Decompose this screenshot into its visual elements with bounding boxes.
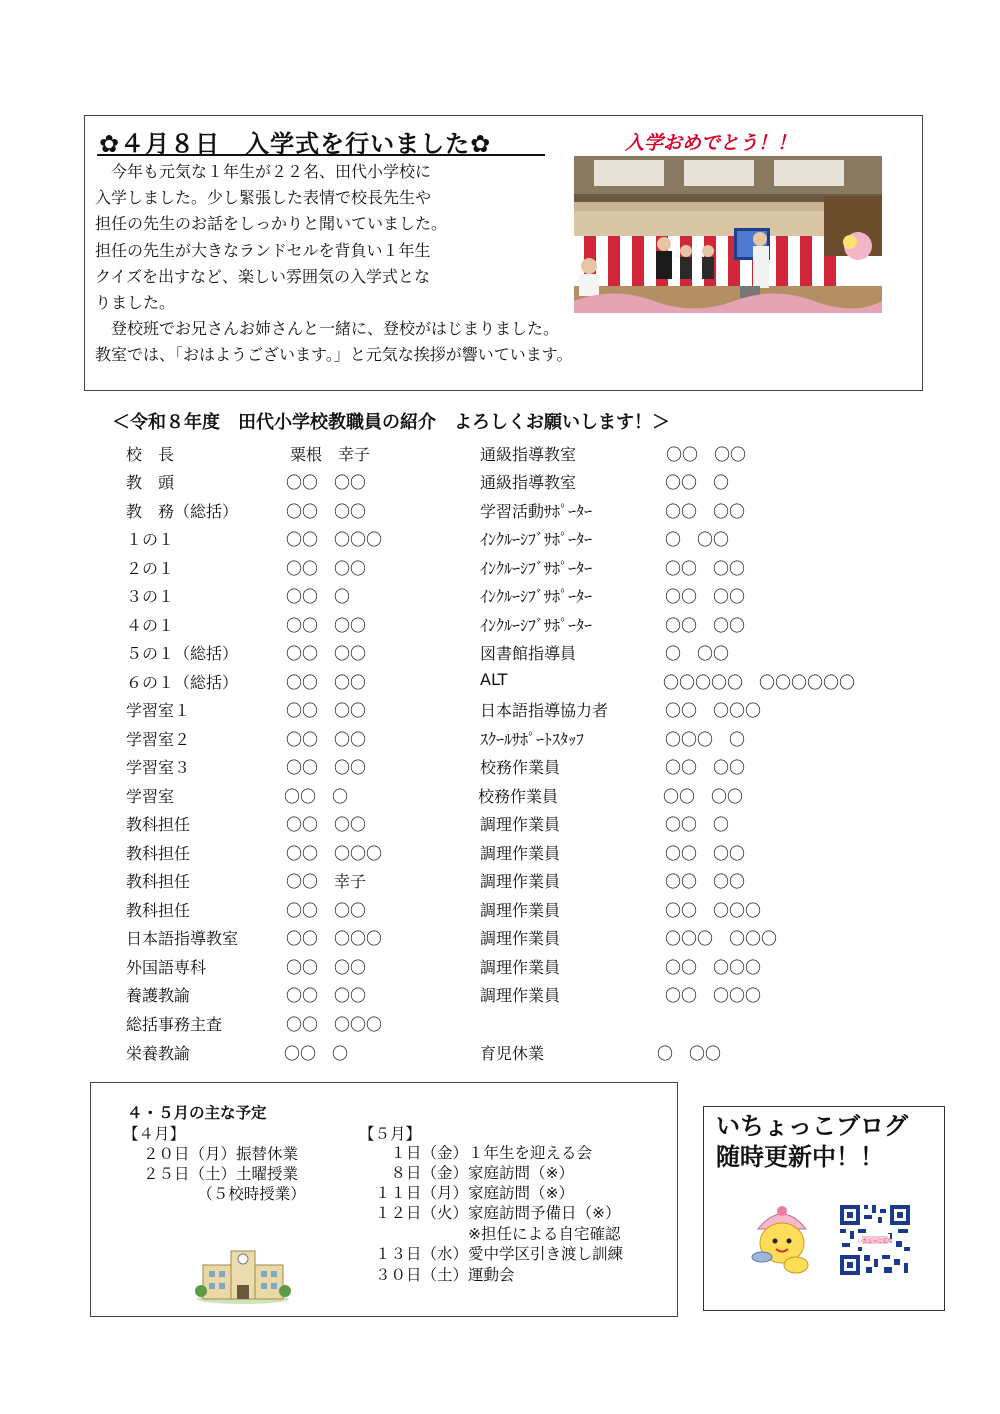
staff-role: 総括事務主査 — [126, 1015, 223, 1034]
staff-name: 〇〇 〇〇 — [286, 502, 367, 521]
staff-role: ｲﾝｸﾙｰｼﾌﾞｻﾎﾟｰﾀｰ — [480, 530, 593, 549]
staff-role: 日本語指導教室 — [126, 929, 239, 948]
staff-role: ４の１ — [126, 616, 175, 635]
staff-name: 〇〇 〇 — [665, 473, 730, 492]
staff-name: 〇〇 〇〇 — [286, 473, 367, 492]
staff-name: 〇〇 〇 — [286, 587, 351, 606]
staff-role: 学習室１ — [126, 701, 191, 720]
may-item: ３０日（土）運動会 — [375, 1266, 515, 1284]
staff-role: 学習室３ — [126, 758, 191, 777]
staff-name: 〇〇〇 〇 — [665, 730, 746, 749]
staff-name: 〇〇 〇〇 — [286, 901, 367, 920]
staff-role: ｲﾝｸﾙｰｼﾌﾞｻﾎﾟｰﾀｰ — [480, 587, 593, 606]
staff-name: 〇〇 〇〇 — [286, 644, 367, 663]
staff-name: 粟根 幸子 — [290, 445, 371, 464]
staff-name: 〇 〇〇 — [657, 1044, 722, 1063]
entrance-ceremony-article — [84, 115, 923, 391]
staff-role: 通級指導教室 — [480, 473, 577, 492]
ceremony-photo — [574, 156, 882, 313]
title-underline — [97, 154, 545, 156]
staff-name: 〇〇 〇〇 — [665, 587, 746, 606]
may-item: １日（金）１年生を迎える会 — [375, 1144, 593, 1162]
staff-role: 調理作業員 — [480, 872, 561, 891]
staff-role: 調理作業員 — [480, 844, 561, 863]
april-label: 【４月】 — [123, 1125, 186, 1143]
schedule-box — [90, 1082, 678, 1317]
staff-name: 〇〇 〇〇 — [286, 559, 367, 578]
staff-role: 教 務（総括） — [126, 502, 239, 521]
schedule-heading: ４・５月の主な予定 — [127, 1104, 267, 1122]
staff-role: 校務作業員 — [480, 758, 561, 777]
staff-name: 〇〇 〇〇〇 — [286, 844, 383, 863]
staff-name: 〇〇 〇〇 — [286, 815, 367, 834]
staff-role: 栄養教諭 — [126, 1044, 191, 1063]
staff-role: 調理作業員 — [480, 929, 561, 948]
staff-role: 養護教諭 — [126, 986, 191, 1005]
staff-role: ALT — [480, 670, 508, 689]
staff-name: 〇〇 〇〇〇 — [286, 929, 383, 948]
staff-role: 調理作業員 — [480, 815, 561, 834]
may-item: １１日（月）家庭訪問（※） — [375, 1184, 574, 1202]
staff-role: ｲﾝｸﾙｰｼﾌﾞｻﾎﾟｰﾀｰ — [480, 616, 593, 635]
staff-role: 学習室 — [126, 787, 175, 806]
staff-role: 教科担任 — [126, 872, 191, 891]
staff-name: 〇 〇〇 — [665, 530, 730, 549]
staff-role: 調理作業員 — [480, 986, 561, 1005]
staff-name: 〇〇 〇〇〇 — [665, 901, 762, 920]
staff-role: 調理作業員 — [480, 901, 561, 920]
staff-role: 調理作業員 — [480, 958, 561, 977]
mascot-icon — [748, 1203, 816, 1275]
staff-role: 校 長 — [126, 445, 175, 464]
staff-name: 〇〇〇 〇〇〇 — [665, 929, 778, 948]
staff-role: １の１ — [126, 530, 175, 549]
staff-role: 図書館指導員 — [480, 644, 577, 663]
may-item: １２日（火）家庭訪問予備日（※） — [375, 1204, 621, 1222]
staff-role: 教科担任 — [126, 815, 191, 834]
staff-role: 育児休業 — [480, 1044, 545, 1063]
staff-role: 学習活動ｻﾎﾟｰﾀｰ — [480, 502, 593, 521]
qr-code-icon[interactable] — [838, 1203, 912, 1277]
staff-name: 〇〇 〇〇 — [286, 701, 367, 720]
staff-name: 〇〇 〇〇 — [286, 730, 367, 749]
article-paragraph-1: 今年も元気な１年生が２２名、田代小学校に 入学しました。少し緊張した表情で校長先生や 担任の先生のお話をしっかりと聞いていました。 担任の先生が大きなランドセルを背負い１年生 クイズを出すなど、楽しい雰囲気の入学式とな りました。 — [95, 162, 448, 313]
staff-name: 〇〇 〇 — [284, 787, 349, 806]
staff-name: 〇〇 〇〇 — [286, 958, 367, 977]
photo-caption: 入学おめでとう！！ — [625, 132, 797, 154]
may-label: 【５月】 — [359, 1125, 422, 1143]
may-item: １３日（水）愛中学区引き渡し訓練 — [375, 1245, 624, 1263]
blog-text: いちょっこブログ 随時更新中！！ — [716, 1112, 908, 1171]
staff-role: ５の１（総括） — [126, 644, 239, 663]
staff-name: 〇〇 〇〇 — [286, 986, 367, 1005]
staff-role: ｽｸｰﾙｻﾎﾟｰﾄｽﾀｯﾌ — [480, 730, 585, 749]
staff-role: ３の１ — [126, 587, 175, 606]
staff-role: 教科担任 — [126, 901, 191, 920]
article-title: ✿４月８日 入学式を行いました✿ — [99, 130, 492, 158]
staff-name: 〇〇 幸子 — [286, 872, 367, 891]
staff-role: 外国語専科 — [126, 958, 207, 977]
staff-role: 日本語指導協力者 — [480, 701, 609, 720]
staff-name: 〇〇 〇〇 — [666, 445, 747, 464]
staff-name: 〇〇 〇〇 — [665, 758, 746, 777]
april-item: （５校時授業） — [143, 1185, 306, 1203]
staff-name: 〇〇 〇〇〇 — [286, 1015, 383, 1034]
staff-role: ６の１（総括） — [126, 673, 239, 692]
staff-name: 〇〇 〇〇 — [665, 872, 746, 891]
staff-name: 〇〇 〇〇 — [286, 616, 367, 635]
staff-name: 〇〇 〇〇 — [665, 844, 746, 863]
staff-role: 通級指導教室 — [480, 445, 577, 464]
blog-box — [703, 1106, 945, 1311]
staff-name: 〇〇 〇〇〇 — [665, 958, 762, 977]
staff-name: 〇〇 〇〇 — [286, 673, 367, 692]
staff-role: 校務作業員 — [478, 787, 559, 806]
may-item: ※担任による自宅確認 — [375, 1225, 621, 1243]
staff-name: 〇〇 〇〇 — [665, 559, 746, 578]
staff-name: 〇〇 〇〇 — [665, 502, 746, 521]
school-building-icon — [195, 1243, 291, 1305]
staff-heading: ＜令和８年度 田代小学校教職員の紹介 よろしくお願いします！＞ — [112, 412, 670, 433]
staff-role: 教科担任 — [126, 844, 191, 863]
april-item: ２０日（月）振替休業 — [143, 1145, 299, 1163]
staff-role: 学習室２ — [126, 730, 191, 749]
staff-name: 〇〇〇〇〇 〇〇〇〇〇〇 — [663, 673, 856, 692]
may-item: ８日（金）家庭訪問（※） — [375, 1164, 574, 1182]
article-paragraph-2: 登校班でお兄さんお姉さんと一緒に、登校がはじまりました。 教室では、「おはようございます。」と元気な挨拶が響いています。 — [95, 319, 573, 365]
staff-role: 教 頭 — [126, 473, 175, 492]
staff-name: 〇〇 〇〇 — [663, 787, 744, 806]
staff-name: 〇〇 〇 — [665, 815, 730, 834]
april-item: ２５日（土）土曜授業 — [143, 1165, 299, 1183]
staff-name: 〇〇 〇〇〇 — [665, 701, 762, 720]
staff-name: 〇〇 〇〇 — [286, 758, 367, 777]
staff-name: 〇 〇〇 — [665, 644, 730, 663]
staff-name: 〇〇 〇〇〇 — [665, 986, 762, 1005]
staff-name: 〇〇 〇〇 — [665, 616, 746, 635]
staff-role: ２の１ — [126, 559, 175, 578]
qr-caption: いちょっこ広場 — [857, 1238, 893, 1245]
staff-name: 〇〇 〇 — [284, 1044, 349, 1063]
staff-name: 〇〇 〇〇〇 — [286, 530, 383, 549]
staff-role: ｲﾝｸﾙｰｼﾌﾞｻﾎﾟｰﾀｰ — [480, 559, 593, 578]
